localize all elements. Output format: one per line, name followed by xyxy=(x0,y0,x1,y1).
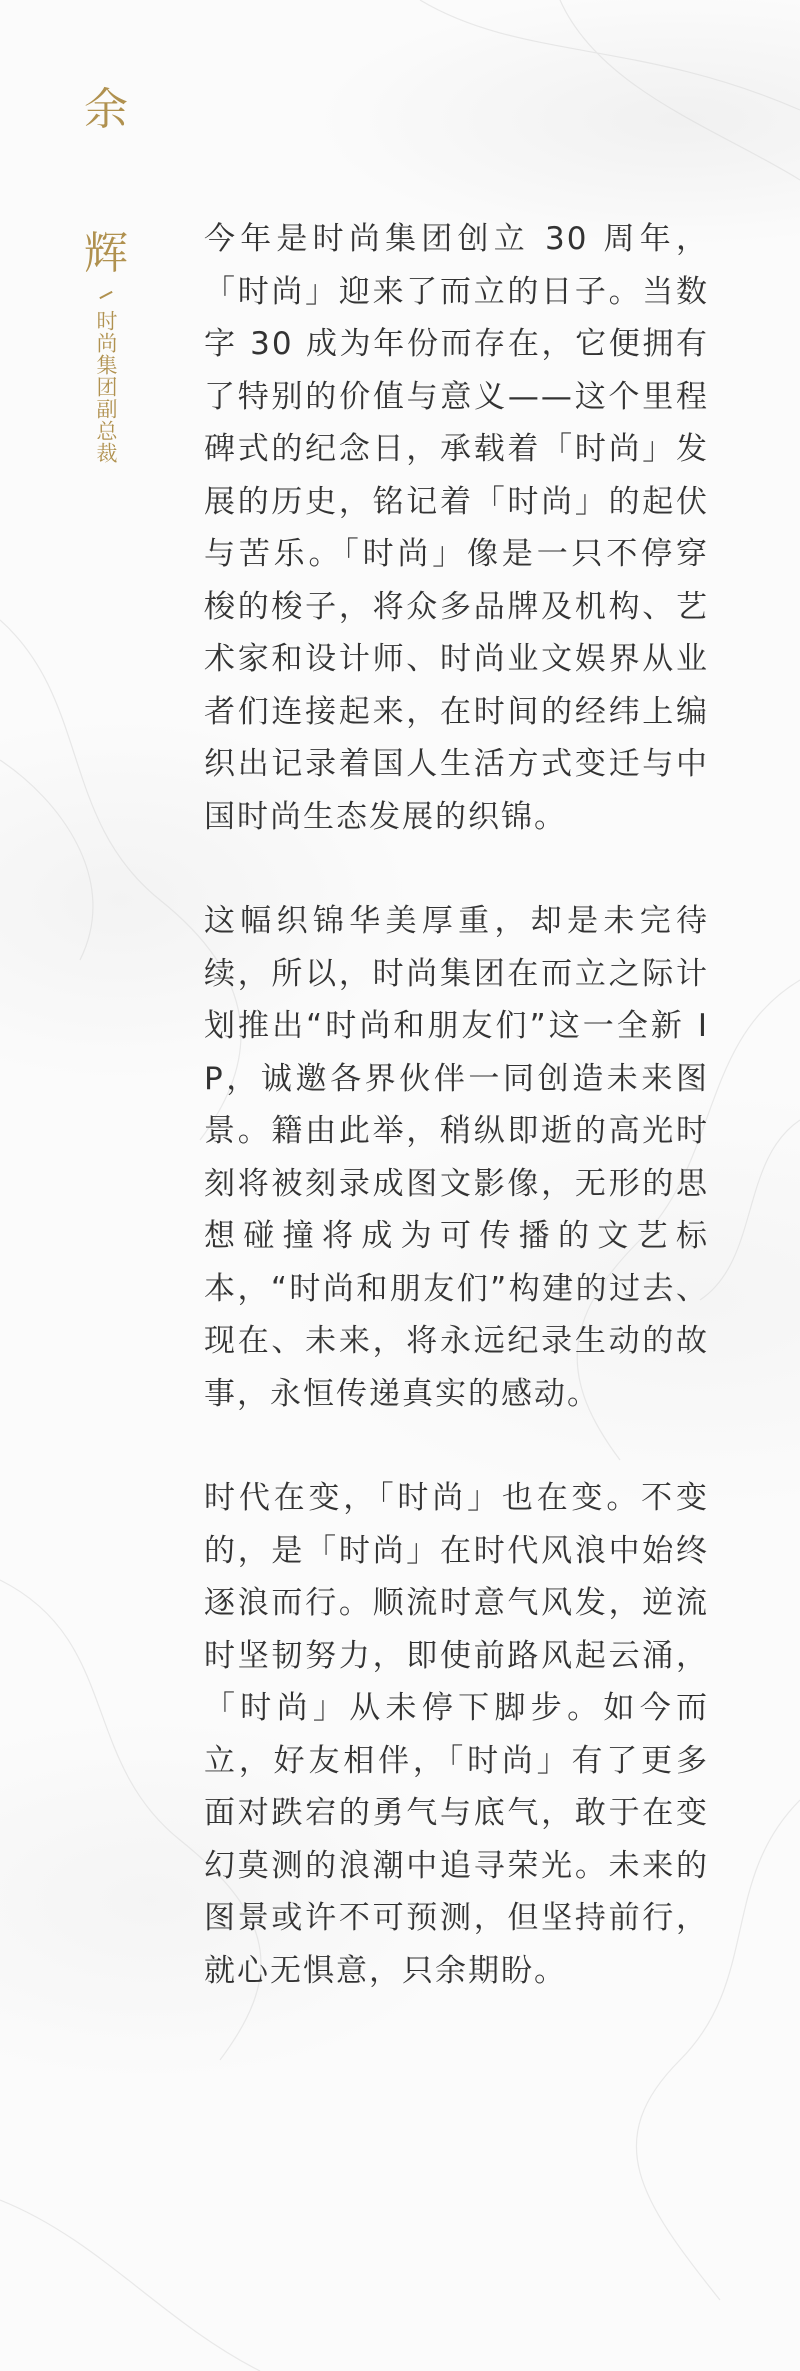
author-block xyxy=(76,86,136,464)
paragraph-3: 时代在变，「时尚」也在变。不变的，是「时尚」在时代风浪中始终逐浪而行。顺流时意气风发，逆流时坚韧努力，即使前路风起云涌，「时尚」从未停下脚步。如今而立，好友相伴，「时尚」有了更多面对跌宕的勇气与底气，敢于在变幻莫测的浪潮中追寻荣光。未来的图景或许不可预测，但坚持前行，就心无惧意，只余期盼。 xyxy=(204,1480,709,1989)
paragraph-1: 今年是时尚集团创立 30 周年，「时尚」迎来了而立的日子。当数字 30 成为年份而存在，它便拥有了特别的价值与意义——这个里程碑式的纪念日，承载着「时尚」发展的历史，铭记着「时尚」的起伏与苦乐。「时尚」像是一只不停穿梭的梭子，将众多品牌及机构、艺术家和设计师、时尚业文娱界从业者们连接起来，在时间的经纬上编织出记录着国人生活方式变迁与中国时尚生态发展的织锦。 xyxy=(204,221,709,835)
author-surname: 余 xyxy=(84,84,128,135)
author-dash-divider xyxy=(99,291,112,299)
article-body xyxy=(204,213,709,2049)
paragraph-2: 这幅织锦华美厚重，却是未完待续，所以，时尚集团在而立之际计划推出“时尚和朋友们”这一全新 IP，诚邀各界伙伴一同创造未来图景。籍由此举，稍纵即逝的高光时刻将被刻录成图文影像，无形的思想碰撞将成为可传播的文艺标本，“时尚和朋友们”构建的过去、现在、未来，将永远纪录生动的故事，永恒传递真实的感动。 xyxy=(204,903,709,1412)
author-title: 时尚集团副总裁 xyxy=(94,310,118,464)
author-given-name: 辉 xyxy=(84,228,128,279)
